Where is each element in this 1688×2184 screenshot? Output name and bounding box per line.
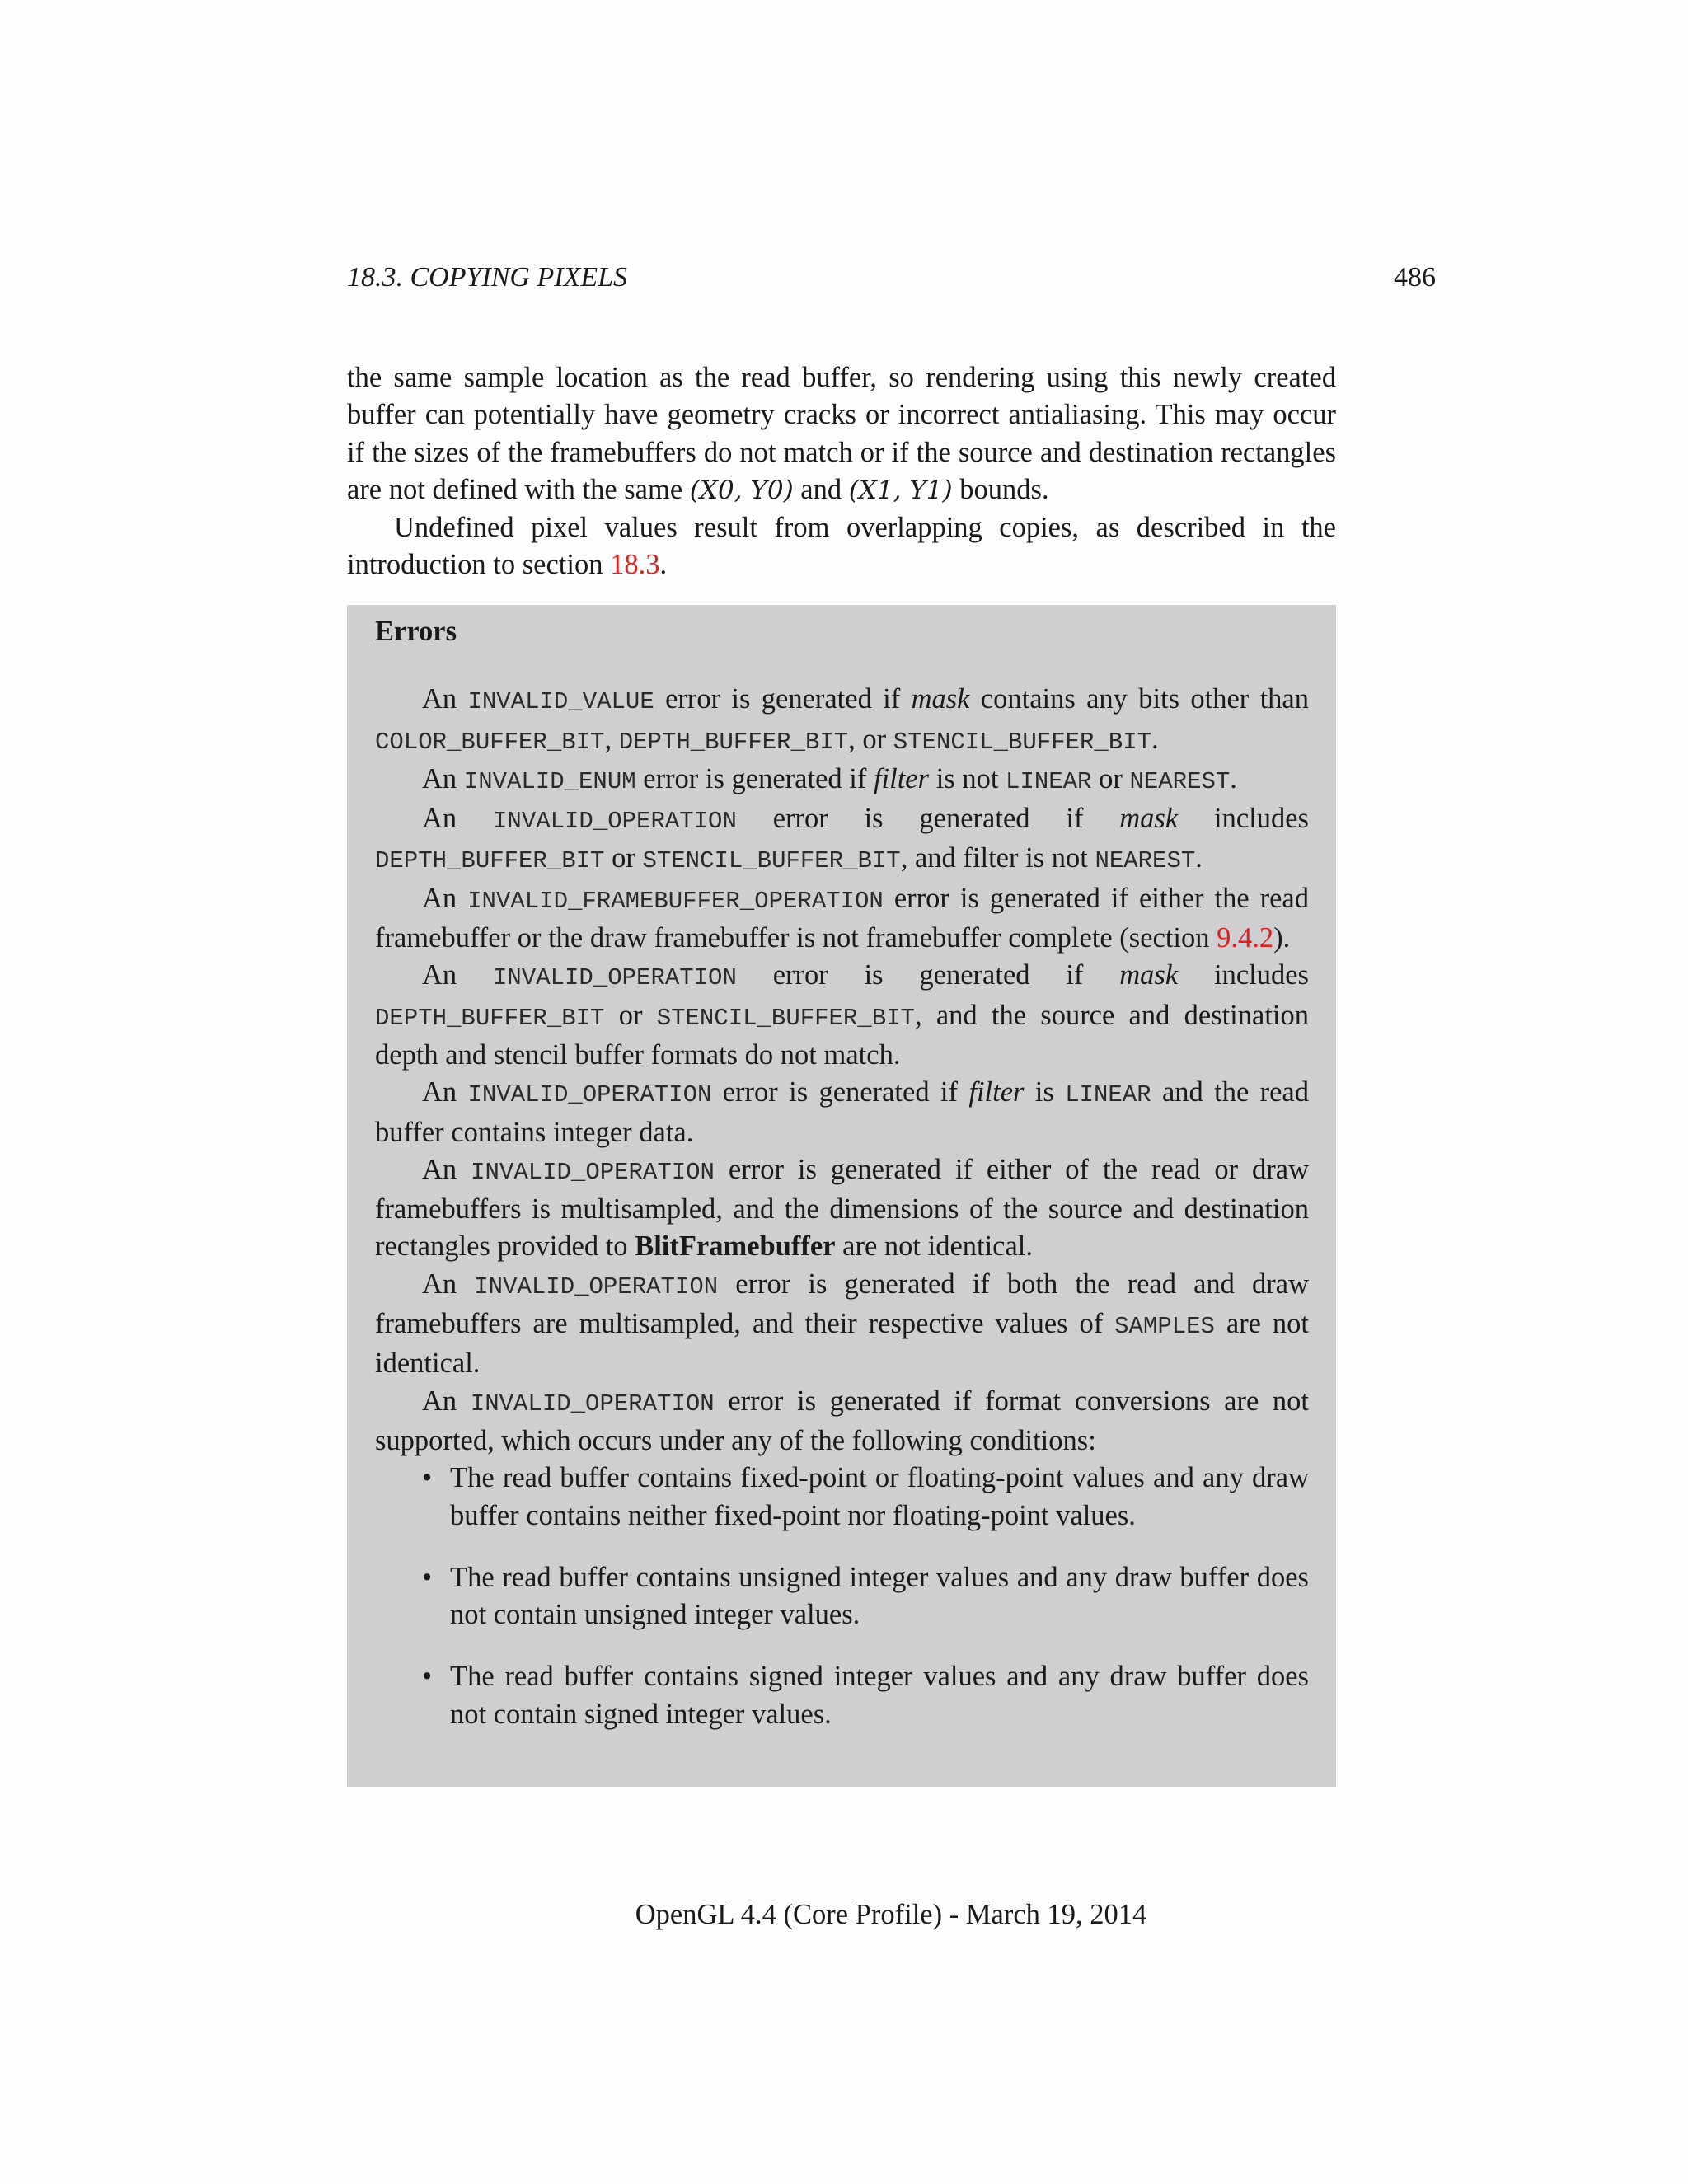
text-run: . bbox=[1151, 723, 1159, 755]
text-run: includes bbox=[1178, 959, 1309, 991]
code-token: NEAREST bbox=[1095, 847, 1196, 875]
text-run: , and filter is not bbox=[900, 842, 1095, 874]
list-item-text: The read buffer contains fixed-point or floating-point values and any draw buffer contains neither fixed-point nor floating-point values. bbox=[450, 1462, 1309, 1531]
code-token: DEPTH_BUFFER_BIT bbox=[375, 847, 605, 875]
list-item-text: The read buffer contains unsigned integer values and any draw buffer does not contain unsigned integer values. bbox=[450, 1561, 1309, 1631]
param-name: filter bbox=[968, 1076, 1025, 1108]
code-token: DEPTH_BUFFER_BIT bbox=[618, 728, 849, 756]
error-invalid-operation-mask-filter bbox=[375, 800, 1309, 880]
code-token: INVALID_FRAMEBUFFER_OPERATION bbox=[467, 887, 884, 915]
section-link-9-4-2[interactable]: 9.4.2 bbox=[1217, 922, 1274, 954]
error-invalid-framebuffer-operation bbox=[375, 880, 1309, 958]
code-token: INVALID_OPERATION bbox=[474, 1272, 719, 1301]
text-run: is not bbox=[929, 762, 1006, 794]
math-x1-y1: (X1, Y1) bbox=[848, 475, 953, 505]
param-name: mask bbox=[911, 683, 970, 715]
math-x0-y0: (X0, Y0) bbox=[689, 475, 794, 505]
text-run: error is generated if bbox=[711, 1076, 969, 1108]
text-run: error is generated if format conversions are not supported, which occurs under any of the following conditions: bbox=[375, 1385, 1309, 1456]
text-run: are not identical. bbox=[375, 1308, 1309, 1380]
text-run: . bbox=[1195, 842, 1203, 874]
text-run: , bbox=[604, 723, 619, 755]
param-name: mask bbox=[1119, 959, 1179, 991]
page-footer bbox=[0, 1899, 1688, 1931]
text-run: An bbox=[422, 1153, 471, 1185]
code-token: COLOR_BUFFER_BIT bbox=[375, 728, 605, 756]
error-invalid-operation-samples bbox=[375, 1266, 1309, 1383]
function-name: BlitFramebuffer bbox=[635, 1230, 836, 1263]
text-run: error is generated if both the read and draw framebuffers are multisampled, and their respective values of bbox=[375, 1268, 1309, 1340]
param-name: mask bbox=[1119, 803, 1179, 835]
text-run: is bbox=[1024, 1076, 1066, 1108]
error-invalid-operation-formats bbox=[375, 957, 1309, 1074]
body-text bbox=[347, 359, 1336, 584]
text-run: bounds. bbox=[952, 473, 1049, 505]
paragraph-2 bbox=[347, 509, 1336, 584]
text-run: ). bbox=[1273, 922, 1291, 954]
code-token: INVALID_OPERATION bbox=[467, 1081, 712, 1109]
bullet-icon: • bbox=[422, 1561, 433, 1593]
text-run: and the read buffer contains integer data. bbox=[375, 1076, 1309, 1148]
footer-text: OpenGL 4.4 (Core Profile) - March 19, 2014 bbox=[635, 1899, 1147, 1930]
code-token: STENCIL_BUFFER_BIT bbox=[893, 728, 1152, 756]
error-invalid-enum bbox=[375, 761, 1309, 800]
list-item bbox=[422, 1559, 1309, 1634]
conditions-list bbox=[375, 1460, 1309, 1733]
error-invalid-operation-linear bbox=[375, 1074, 1309, 1151]
text-run: An bbox=[422, 1385, 471, 1417]
text-run: An bbox=[422, 1076, 468, 1108]
text-run: error is generated if either the read framebuffer or the draw framebuffer is not framebuffer complete (section bbox=[375, 882, 1309, 954]
list-item bbox=[422, 1658, 1309, 1733]
text-run: An bbox=[422, 1268, 475, 1300]
bullet-icon: • bbox=[422, 1661, 433, 1693]
code-token: INVALID_OPERATION bbox=[493, 964, 737, 992]
section-link-18-3[interactable]: 18.3 bbox=[610, 549, 660, 581]
error-invalid-value bbox=[375, 681, 1309, 761]
text-run: . bbox=[1230, 762, 1237, 794]
list-item bbox=[422, 1460, 1309, 1535]
text-run: An bbox=[422, 762, 464, 794]
text-run: Undefined pixel values result from overlapping copies, as described in the introduction to section bbox=[347, 512, 1336, 581]
text-run: error is generated if bbox=[635, 762, 874, 794]
errors-heading: Errors bbox=[375, 616, 457, 647]
text-run: An bbox=[422, 959, 494, 991]
param-name: filter bbox=[873, 762, 930, 794]
error-invalid-operation-conversions bbox=[375, 1383, 1309, 1460]
error-invalid-operation-dimensions bbox=[375, 1151, 1309, 1266]
text-run: , and the source and destination depth and stencil buffer formats do not match. bbox=[375, 999, 1309, 1071]
text-run: . bbox=[659, 549, 668, 581]
code-token: NEAREST bbox=[1129, 767, 1231, 795]
text-run: , or bbox=[848, 723, 893, 755]
page-header bbox=[347, 262, 1436, 293]
text-run: error is generated if bbox=[736, 803, 1120, 835]
text-run: An bbox=[422, 803, 494, 835]
code-token: INVALID_ENUM bbox=[463, 767, 636, 795]
paragraph-1 bbox=[347, 359, 1336, 509]
list-item-text: The read buffer contains signed integer values and any draw buffer does not contain signed integer values. bbox=[450, 1661, 1309, 1730]
code-token: INVALID_OPERATION bbox=[470, 1390, 715, 1418]
bullet-icon: • bbox=[422, 1462, 433, 1494]
code-token: INVALID_OPERATION bbox=[471, 1158, 715, 1186]
code-token: LINEAR bbox=[1006, 767, 1092, 795]
text-run: and bbox=[793, 473, 849, 505]
text-run: includes bbox=[1178, 803, 1309, 835]
text-run: or bbox=[604, 999, 657, 1031]
text-run: contains any bits other than bbox=[969, 683, 1309, 715]
code-token: STENCIL_BUFFER_BIT bbox=[656, 1004, 915, 1032]
text-run: error is generated if bbox=[654, 683, 912, 715]
text-run: are not identical. bbox=[835, 1230, 1034, 1263]
text-run: error is generated if either of the read or draw framebuffers is multisampled, and the dimensions of the source and destination rectangles provided to bbox=[375, 1153, 1309, 1263]
text-run: the same sample location as the read buffer, so rendering using this newly created buffer can potentially have geometry cracks or incorrect antialiasing. This may occur if the sizes of the framebuffers do not match or if the source and destination rectangles are not defined with the same bbox=[347, 362, 1336, 505]
text-run: or bbox=[1091, 762, 1130, 794]
errors-box bbox=[347, 605, 1336, 1787]
code-token: INVALID_VALUE bbox=[467, 688, 654, 716]
code-token: INVALID_OPERATION bbox=[493, 808, 737, 836]
page-number: 486 bbox=[1394, 262, 1436, 293]
code-token: SAMPLES bbox=[1114, 1313, 1215, 1341]
text-run: or bbox=[604, 842, 643, 874]
text-run: An bbox=[422, 882, 468, 914]
code-token: DEPTH_BUFFER_BIT bbox=[375, 1004, 605, 1032]
code-token: STENCIL_BUFFER_BIT bbox=[642, 847, 901, 875]
text-run: An bbox=[422, 683, 468, 715]
section-title: 18.3. COPYING PIXELS bbox=[347, 262, 627, 293]
text-run: error is generated if bbox=[736, 959, 1120, 991]
code-token: LINEAR bbox=[1065, 1081, 1151, 1109]
